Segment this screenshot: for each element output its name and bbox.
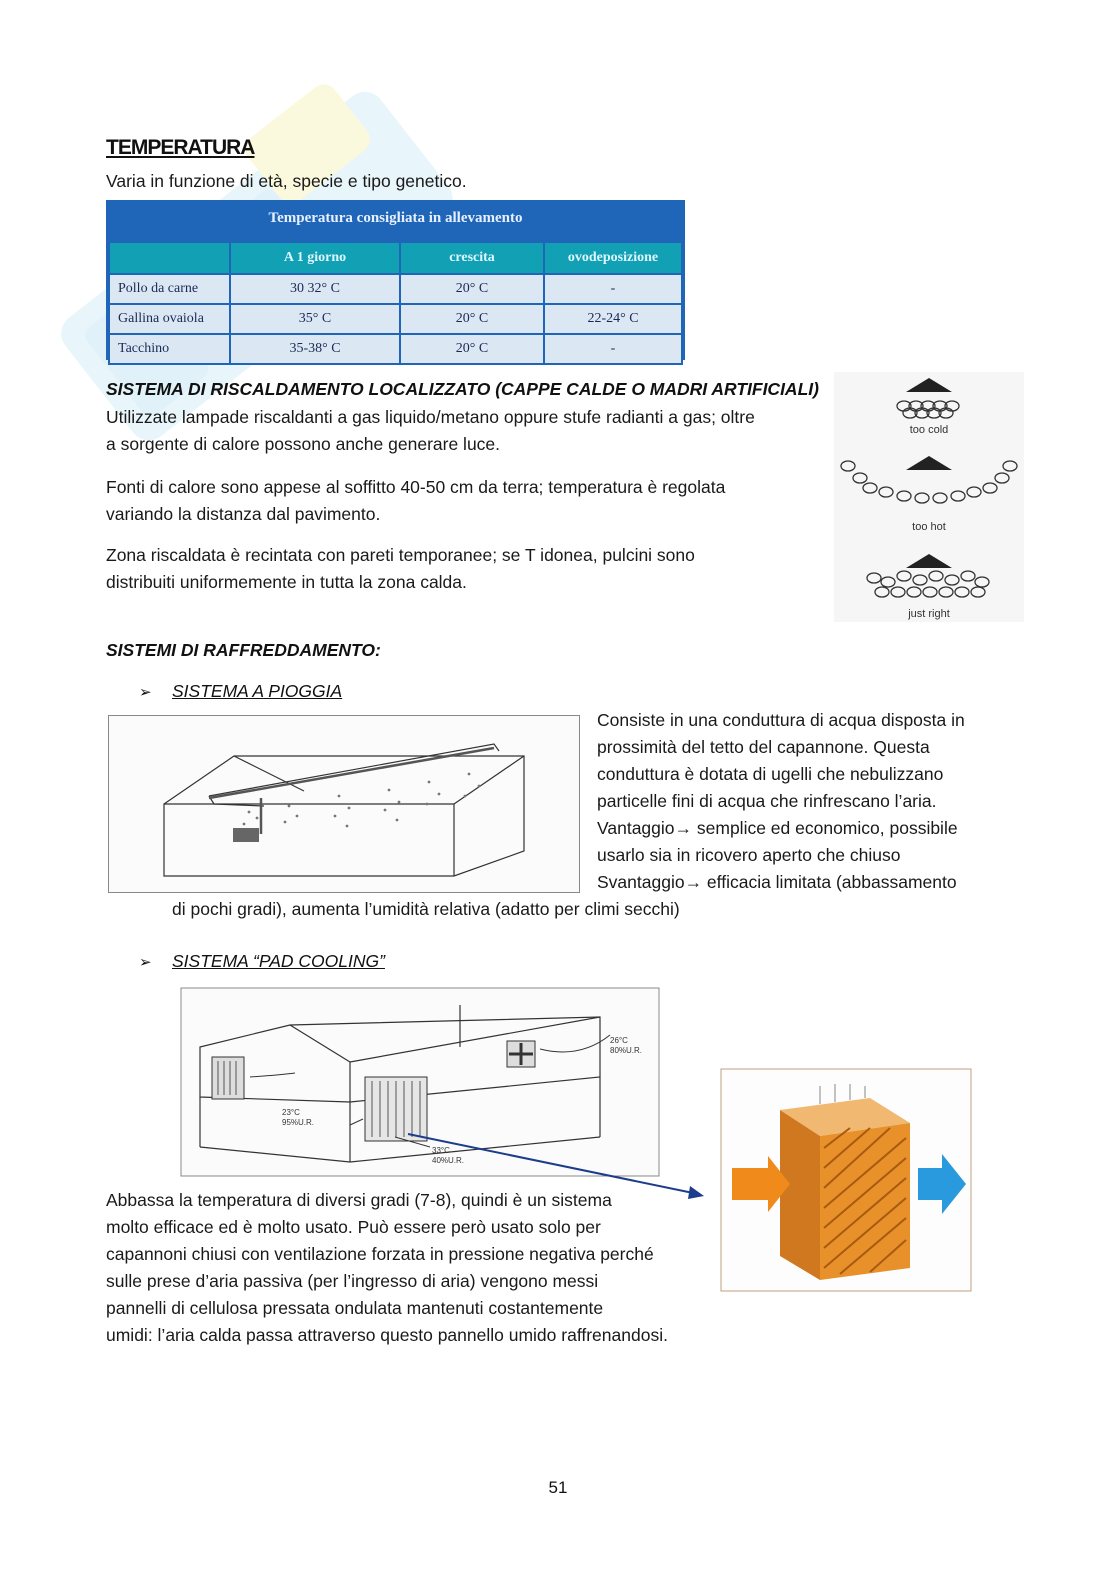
table-cell: 35° C xyxy=(230,304,400,334)
heating-paragraph-1 xyxy=(106,404,755,458)
label-in-temp: 23°C xyxy=(282,1108,300,1117)
label-too-cold: too cold xyxy=(909,424,949,436)
cooling-heading: SISTEMI DI RAFFREDDAMENTO: xyxy=(106,640,381,660)
temperature-table xyxy=(106,200,685,360)
table-cell: 20° C xyxy=(400,274,544,304)
label-hot-hum: 40%U.R. xyxy=(432,1156,465,1165)
pad-subheading: SISTEMA “PAD COOLING” xyxy=(172,951,385,971)
pump-icon xyxy=(233,828,259,842)
rain-subheading: SISTEMA A PIOGGIA xyxy=(172,681,343,701)
bullet-arrow-icon: ➢ xyxy=(139,684,152,701)
table-cell: Pollo da carne xyxy=(109,274,230,304)
text-line: Utilizzate lampade riscaldanti a gas liquido/metano oppure stufe radianti a gas; oltre xyxy=(106,407,755,427)
table-cell: Tacchino xyxy=(109,334,230,364)
heating-paragraph-3 xyxy=(106,542,695,596)
table-caption: Temperatura consigliata in allevamento xyxy=(268,210,523,226)
text-line: sulle prese d’aria passiva (per l’ingresso di aria) vengono messi xyxy=(106,1271,599,1291)
table-cell: 30 32° C xyxy=(230,274,400,304)
table-header-empty xyxy=(109,242,230,274)
table-cell: - xyxy=(544,274,682,304)
heating-heading: SISTEMA DI RISCALDAMENTO LOCALIZZATO (CAPPE CALDE O MADRI ARTIFICIALI) xyxy=(106,379,819,399)
inlet-grille xyxy=(212,1057,244,1099)
label-in-hum: 95%U.R. xyxy=(282,1118,315,1127)
text-line: Svantaggio→ efficacia limitata (abbassamento xyxy=(597,872,957,892)
text-line: variando la distanza dal pavimento. xyxy=(106,504,381,524)
table-row xyxy=(109,304,682,334)
text-line: Zona riscaldata è recintata con pareti temporanee; se T idonea, pulcini sono xyxy=(106,545,695,565)
text-line: usarlo sia in ricovero aperto che chiuso xyxy=(597,845,901,865)
text-line: umidi: l’aria calda passa attraverso questo pannello umido raffrenandosi. xyxy=(106,1325,668,1345)
rain-system-diagram xyxy=(108,715,580,893)
text-line: particelle fini di acqua che rinfrescano l’aria. xyxy=(597,791,937,811)
bullet-arrow-icon: ➢ xyxy=(139,954,152,971)
text-line: distribuiti uniformemente in tutta la zona calda. xyxy=(106,572,467,592)
label-just-right: just right xyxy=(908,608,950,620)
pad-description xyxy=(106,1187,668,1349)
text-line: conduttura è dotata di ugelli che nebulizzano xyxy=(597,764,944,784)
text-line: pannelli di cellulosa pressata ondulata mantenuti costantemente xyxy=(106,1298,604,1318)
table-cell: - xyxy=(544,334,682,364)
text-line: capannoni chiusi con ventilazione forzata in pressione negativa perché xyxy=(106,1244,654,1264)
brooder-chicks-figure xyxy=(834,372,1024,622)
page-title: TEMPERATURA xyxy=(106,136,255,159)
table-row xyxy=(109,334,682,364)
text-line: a sorgente di calore possono anche generare luce. xyxy=(106,434,501,454)
text-line: Abbassa la temperatura di diversi gradi (7-8), quindi è un sistema xyxy=(106,1190,612,1210)
label-too-hot: too hot xyxy=(912,521,946,533)
text-line: molto efficace ed è molto usato. Può essere però usato solo per xyxy=(106,1217,601,1237)
rain-description-tail: di pochi gradi), aumenta l’umidità relativa (adatto per climi secchi) xyxy=(172,899,680,919)
pad-closeup-figure xyxy=(720,1068,972,1292)
text-line: Vantaggio→ semplice ed economico, possibile xyxy=(597,818,958,838)
table-header-crescita: crescita xyxy=(400,242,544,274)
text-line: Fonti di calore sono appese al soffitto 40-50 cm da terra; temperatura è regolata xyxy=(106,477,726,497)
text-line: Consiste in una conduttura di acqua disposta in xyxy=(597,710,965,730)
table-cell: 20° C xyxy=(400,334,544,364)
table-cell: Gallina ovaiola xyxy=(109,304,230,334)
intro-text: Varia in funzione di età, specie e tipo genetico. xyxy=(106,171,467,191)
table-header-a1: A 1 giorno xyxy=(230,242,400,274)
label-hot-temp: 33°C xyxy=(432,1146,450,1155)
rain-description xyxy=(597,707,965,896)
table-cell: 20° C xyxy=(400,304,544,334)
text-line: prossimità del tetto del capannone. Questa xyxy=(597,737,930,757)
label-out-hum: 80%U.R. xyxy=(610,1046,643,1055)
table-cell: 22-24° C xyxy=(544,304,682,334)
heating-paragraph-2 xyxy=(106,474,725,528)
table-row xyxy=(109,274,682,304)
table-cell: 35-38° C xyxy=(230,334,400,364)
table-header-ovo: ovodeposizione xyxy=(544,242,682,274)
page-number: 51 xyxy=(548,1478,568,1497)
label-out-temp: 26°C xyxy=(610,1036,628,1045)
